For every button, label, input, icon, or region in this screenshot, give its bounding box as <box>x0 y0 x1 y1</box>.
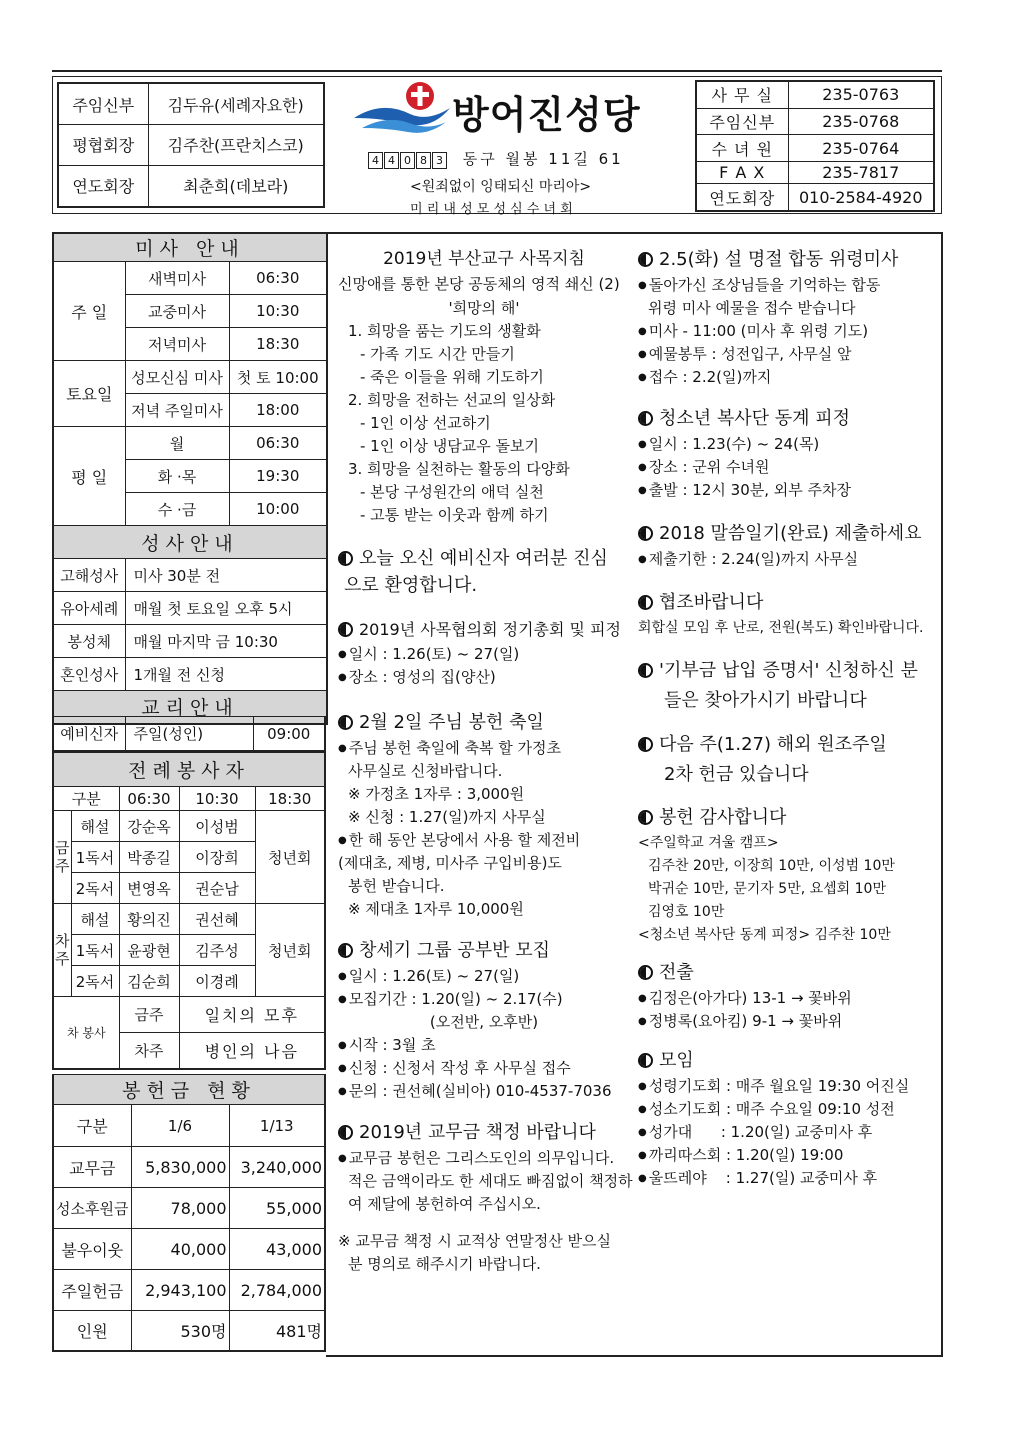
retreat-lines <box>638 433 936 502</box>
mass-name: 교중미사 <box>125 295 229 328</box>
mass-time: 18:30 <box>229 328 327 361</box>
liturgy-role: 2독서 <box>71 873 119 904</box>
transfer-line: ● 김정은(아가다) 13-1 → 꽃바위 <box>638 987 936 1010</box>
mass-name: 월 <box>125 427 229 460</box>
offering-amount: 78,000 <box>131 1188 229 1229</box>
genesis-title: 창세기 그룹 공부반 모집 <box>359 940 551 961</box>
welcome-line: 오늘 오신 예비신자 여러분 진심 <box>359 548 608 569</box>
mass-weekday-label: 평 일 <box>53 427 125 526</box>
half-circle-icon <box>638 252 653 267</box>
mass-time: 06:30 <box>229 262 327 295</box>
feast-line: 봉헌 받습니다. <box>348 877 445 895</box>
policy-block <box>338 246 630 527</box>
offering-name: 불우이웃 <box>53 1229 131 1270</box>
half-circle-icon <box>638 595 653 610</box>
mission-line: 2차 헌금 있습니다 <box>664 764 809 785</box>
feast-line: ※ 제대초 1자루 10,000원 <box>348 900 524 918</box>
feast-title: 2월 2일 주님 봉헌 축일 <box>359 712 544 733</box>
offering-name: 인원 <box>53 1311 131 1351</box>
offering-name: 주일헌금 <box>53 1270 131 1311</box>
feast-lines <box>338 737 630 921</box>
catechism-header: 교리안내 <box>53 691 327 724</box>
liturgy-youth: 청년회 <box>255 904 325 997</box>
offering-amount: 5,830,000 <box>131 1147 229 1188</box>
contact-label: 사 무 실 <box>696 81 788 108</box>
contacts-table <box>695 80 935 212</box>
staff-role: 주임신부 <box>58 83 148 125</box>
sacrament-name: 고해성사 <box>53 559 125 592</box>
staff-name: 최춘희(데보라) <box>148 165 324 207</box>
catechism-day: 주일(성인) <box>125 717 253 752</box>
welcome-block <box>338 545 630 599</box>
mass-name: 수 ·금 <box>125 493 229 526</box>
dues-line: ● 교무금 봉헌은 그리스도인의 의무입니다. <box>338 1147 630 1170</box>
thanks-line: <청소년 복사단 동계 피정> 김주찬 10만 <box>638 927 891 943</box>
liturgy-person: 김주성 <box>179 935 255 966</box>
sacrament-value: 미사 30분 전 <box>125 559 327 592</box>
liturgy-person: 이경례 <box>179 966 255 997</box>
postal-digit-box: 4 <box>368 152 383 169</box>
coop-title: 협조바랍니다 <box>659 592 764 613</box>
council-line: ● 일시 : 1.26(토) ~ 27(일) <box>338 643 630 666</box>
half-circle-icon <box>338 943 353 958</box>
feast-line: ● 한 해 동안 본당에서 사용 할 제전비 <box>338 829 630 852</box>
liturgy-person: 변영옥 <box>119 873 179 904</box>
retreat-line: ● 일시 : 1.23(수) ~ 24(목) <box>638 433 936 456</box>
mass-header: 미사 안내 <box>53 233 327 262</box>
left-column-table <box>52 232 328 725</box>
contact-value: 235-0764 <box>788 135 934 162</box>
tea-week: 금주 <box>119 997 179 1033</box>
meet-line: ● 성가대 : 1.20(일) 교중미사 후 <box>638 1121 936 1144</box>
thanks-line: 김주찬 20만, 이장희 10만, 이성범 10만 <box>648 858 895 874</box>
meet-lines <box>638 1075 936 1190</box>
offering-amount: 530명 <box>131 1311 229 1351</box>
half-circle-icon <box>638 810 653 825</box>
sacrament-value: 매월 첫 토요일 오후 5시 <box>125 592 327 625</box>
contact-label: 주임신부 <box>696 108 788 135</box>
genesis-line: ● 일시 : 1.26(토) ~ 27(일) <box>338 965 630 988</box>
mass-name: 새벽미사 <box>125 262 229 295</box>
half-circle-icon <box>338 715 353 730</box>
contact-value: 235-0763 <box>788 81 934 108</box>
sacrament-name: 혼인성사 <box>53 658 125 691</box>
offering-col-head: 1/13 <box>229 1105 325 1147</box>
dues-note: 분 명의로 해주시기 바랍니다. <box>348 1255 541 1273</box>
policy-line: - 1인 이상 냉담교우 돌보기 <box>360 437 539 455</box>
liturgy-person: 이장희 <box>179 842 255 873</box>
policy-lines <box>338 320 630 527</box>
postal-digit-box: 8 <box>416 152 431 169</box>
sacrament-name: 유아세례 <box>53 592 125 625</box>
mass-time: 10:00 <box>229 493 327 526</box>
dues-line: 적은 금액이라도 한 세대도 빠짐없이 책정하 <box>348 1172 633 1190</box>
meet-line: ● 성소기도회 : 매주 수요일 09:10 성전 <box>638 1098 936 1121</box>
community-text: 미 리 내 성 모 성 심 수 녀 회 <box>410 202 573 217</box>
council-title: 2019년 사목협의회 정기총회 및 피정 <box>359 620 621 639</box>
memorial-line: 위령 미사 예물을 접수 받습니다 <box>648 299 856 317</box>
retreat-line: ● 출발 : 12시 30분, 외부 주차장 <box>638 479 936 502</box>
memorial-line: ● 예물봉투 : 성전입구, 사무실 앞 <box>638 343 936 366</box>
genesis-line: ● 신청 : 신청서 작성 후 사무실 접수 <box>338 1057 630 1080</box>
offering-amount: 481명 <box>229 1311 325 1351</box>
contact-value: 010-2584-4920 <box>788 184 934 211</box>
liturgy-col-head: 18:30 <box>255 787 325 811</box>
liturgy-person: 윤광현 <box>119 935 179 966</box>
half-circle-icon <box>338 1125 353 1140</box>
meet-line: ● 까리따스회 : 1.20(일) 19:00 <box>638 1144 936 1167</box>
offering-header: 봉헌금 현황 <box>53 1075 325 1105</box>
genesis-line: ● 시작 : 3월 초 <box>338 1034 630 1057</box>
diary-line: ● 제출기한 : 2.24(일)까지 사무실 <box>638 548 936 571</box>
mass-name: 화 ·목 <box>125 460 229 493</box>
feast-line: ● 주님 봉헌 축일에 축복 할 가정초 <box>338 737 630 760</box>
half-circle-icon <box>338 551 353 566</box>
dues-note: ※ 교무금 책정 시 교적상 연말정산 받으실 <box>338 1232 612 1250</box>
sacrament-name: 봉성체 <box>53 625 125 658</box>
tea-group: 병인의 나음 <box>179 1033 325 1069</box>
liturgy-table <box>52 752 326 1070</box>
policy-line: - 죽은 이들을 위해 기도하기 <box>360 368 544 386</box>
right-column <box>638 246 936 1204</box>
receipt-line: 들은 찾아가시기 바랍니다 <box>664 690 867 711</box>
mass-time: 19:30 <box>229 460 327 493</box>
staff-role: 평협회장 <box>58 125 148 166</box>
transfer-line: ● 정병록(요아킴) 9-1 → 꽃바위 <box>638 1010 936 1033</box>
staff-name: 김두유(세례자요한) <box>148 83 324 125</box>
mass-name: 성모신심 미사 <box>125 361 229 394</box>
dues-block <box>338 1119 633 1276</box>
policy-line: 2. 희망을 전하는 선교의 일상화 <box>348 391 556 409</box>
retreat-block <box>638 405 936 502</box>
liturgy-role: 1독서 <box>71 842 119 873</box>
liturgy-col-head: 구분 <box>53 787 119 811</box>
catechism-table <box>52 716 326 752</box>
policy-theme: '희망의 해' <box>448 299 520 317</box>
meet-title: 모임 <box>659 1050 694 1071</box>
genesis-line: (오전반, 오후반) <box>429 1013 539 1031</box>
coop-line: 회합실 모임 후 난로, 전원(복도) 확인바랍니다. <box>638 620 924 636</box>
offering-name: 성소후원금 <box>53 1188 131 1229</box>
liturgy-this-week: 금주 <box>53 811 71 904</box>
postal-digit-box: 0 <box>400 152 415 169</box>
address-line <box>368 148 624 169</box>
half-circle-icon <box>638 1053 653 1068</box>
contact-label: 연도회장 <box>696 184 788 211</box>
liturgy-person: 권선혜 <box>179 904 255 935</box>
genesis-line: ● 문의 : 권선혜(실비아) 010-4537-7036 <box>338 1080 630 1103</box>
tea-group: 일치의 모후 <box>179 997 325 1033</box>
parish-logo <box>352 78 452 138</box>
diary-block <box>638 520 936 571</box>
half-circle-icon <box>338 622 353 637</box>
offering-amount: 55,000 <box>229 1188 325 1229</box>
patron-text: <원죄없이 잉태되신 마리아> <box>410 179 592 195</box>
liturgy-role: 2독서 <box>71 966 119 997</box>
diary-lines <box>638 548 936 571</box>
offering-col-head: 구분 <box>53 1105 131 1147</box>
feast-line: ※ 가정초 1자루 : 3,000원 <box>348 785 525 803</box>
meet-line: ● 성령기도회 : 매주 월요일 19:30 어진실 <box>638 1075 936 1098</box>
contact-value: 235-0768 <box>788 108 934 135</box>
memorial-block <box>638 246 936 389</box>
staff-name: 김주찬(프란치스코) <box>148 125 324 166</box>
dues-lines <box>338 1147 633 1216</box>
thanks-title: 봉헌 감사합니다 <box>659 807 787 828</box>
transfer-block <box>638 959 936 1033</box>
council-line: ● 장소 : 영성의 집(양산) <box>338 666 630 689</box>
retreat-line: ● 장소 : 군위 수녀원 <box>638 456 936 479</box>
contact-value: 235-7817 <box>788 162 934 184</box>
receipt-line: '기부금 납입 증명서' 신청하신 분 <box>659 660 918 681</box>
policy-line: - 1인 이상 선교하기 <box>360 414 491 432</box>
catechism-name: 예비신자 <box>53 717 125 752</box>
genesis-block <box>338 937 630 1103</box>
liturgy-header: 전례봉사자 <box>53 753 325 787</box>
welcome-line: 으로 환영합니다. <box>344 575 478 596</box>
offering-col-head: 1/6 <box>131 1105 229 1147</box>
top-rule <box>52 70 942 72</box>
mass-name: 저녁미사 <box>125 328 229 361</box>
feast-block <box>338 709 630 921</box>
contact-label: F A X <box>696 162 788 184</box>
postal-code <box>368 150 448 169</box>
meet-line: ● 울뜨레야 : 1.27(일) 교중미사 후 <box>638 1167 936 1190</box>
mass-time: 첫 토 10:00 <box>229 361 327 394</box>
thanks-line: <주일학교 겨울 캠프> <box>638 835 779 851</box>
offering-name: 교무금 <box>53 1147 131 1188</box>
policy-line: - 가족 기도 시간 만들기 <box>360 345 515 363</box>
liturgy-person: 이성범 <box>179 811 255 842</box>
policy-line: 1. 희망을 품는 기도의 생활화 <box>348 322 541 340</box>
offering-table <box>52 1074 326 1352</box>
transfer-lines <box>638 987 936 1033</box>
memorial-line: ● 미사 - 11:00 (미사 후 위령 기도) <box>638 320 936 343</box>
staff-role: 연도회장 <box>58 165 148 207</box>
liturgy-role: 1독서 <box>71 935 119 966</box>
mass-time: 18:00 <box>229 394 327 427</box>
thanks-line: 박귀순 10만, 문기자 5만, 요셉회 10만 <box>648 881 886 897</box>
mass-time: 10:30 <box>229 295 327 328</box>
mass-saturday-label: 토요일 <box>53 361 125 427</box>
contact-label: 수 녀 원 <box>696 135 788 162</box>
policy-subtitle: 신망애를 통한 본당 공동체의 영적 쇄신 (2) <box>338 275 620 293</box>
liturgy-person: 황의진 <box>119 904 179 935</box>
policy-line: - 고통 받는 이웃과 함께 하기 <box>360 506 549 524</box>
catechism-time: 09:00 <box>253 717 325 752</box>
liturgy-col-head: 10:30 <box>179 787 255 811</box>
half-circle-icon <box>638 411 653 426</box>
thanks-lines <box>638 832 936 947</box>
offering-amount: 3,240,000 <box>229 1147 325 1188</box>
mission-block <box>638 730 936 790</box>
half-circle-icon <box>638 526 653 541</box>
policy-line: - 본당 구성원간의 애덕 실천 <box>360 483 544 501</box>
genesis-lines <box>338 965 630 1103</box>
dues-title: 2019년 교무금 책정 바랍니다 <box>359 1122 596 1143</box>
half-circle-icon <box>638 965 653 980</box>
meet-block <box>638 1047 936 1190</box>
offering-amount: 2,784,000 <box>229 1270 325 1311</box>
sacrament-header: 성사안내 <box>53 526 327 559</box>
mission-line: 다음 주(1.27) 해외 원조주일 <box>659 734 887 755</box>
offering-amount: 2,943,100 <box>131 1270 229 1311</box>
tea-week: 차주 <box>119 1033 179 1069</box>
liturgy-role: 해설 <box>71 904 119 935</box>
liturgy-next-week: 차주 <box>53 904 71 997</box>
mass-time: 06:30 <box>229 427 327 460</box>
liturgy-person: 강순옥 <box>119 811 179 842</box>
memorial-lines <box>638 274 936 389</box>
sacrament-value: 1개월 전 신청 <box>125 658 327 691</box>
liturgy-person: 권순남 <box>179 873 255 904</box>
liturgy-col-head: 06:30 <box>119 787 179 811</box>
liturgy-youth: 청년회 <box>255 811 325 904</box>
parish-name: 방어진성당 <box>452 93 641 137</box>
liturgy-person: 박종길 <box>119 842 179 873</box>
middle-column <box>338 246 633 1290</box>
policy-line: 3. 희망을 실천하는 활동의 다양화 <box>348 460 570 478</box>
feast-line: 사무실로 신청바랍니다. <box>348 762 503 780</box>
offering-amount: 40,000 <box>131 1229 229 1270</box>
tea-service-label: 차 봉사 <box>53 997 119 1069</box>
council-lines <box>338 643 630 689</box>
mass-name: 저녁 주일미사 <box>125 394 229 427</box>
liturgy-role: 해설 <box>71 811 119 842</box>
council-block <box>338 617 630 689</box>
feast-line: (제대초, 제병, 미사주 구입비용)도 <box>338 854 562 872</box>
genesis-line: ● 모집기간 : 1.20(일) ~ 2.17(수) <box>338 988 630 1011</box>
half-circle-icon <box>638 737 653 752</box>
sacrament-value: 매월 마지막 금 10:30 <box>125 625 327 658</box>
thanks-block <box>638 804 936 947</box>
coop-block <box>638 589 936 640</box>
memorial-title: 2.5(화) 설 명절 합동 위령미사 <box>659 249 899 270</box>
postal-digit-box: 4 <box>384 152 399 169</box>
memorial-line: ● 돌아가신 조상님들을 기억하는 합동 <box>638 274 936 297</box>
thanks-line: 김영호 10만 <box>648 904 725 920</box>
policy-title: 2019년 부산교구 사목지침 <box>383 249 585 269</box>
street-address: 동구 월봉 11길 61 <box>462 150 624 168</box>
receipt-block <box>638 656 936 716</box>
retreat-title: 청소년 복사단 동계 피정 <box>659 408 851 429</box>
dues-line: 여 제달에 봉헌하여 주십시오. <box>348 1195 541 1213</box>
postal-digit-box: 3 <box>432 152 447 169</box>
half-circle-icon <box>638 663 653 678</box>
mass-sunday-label: 주 일 <box>53 262 125 361</box>
staff-table <box>57 82 325 208</box>
offering-amount: 43,000 <box>229 1229 325 1270</box>
transfer-title: 전출 <box>659 962 694 983</box>
liturgy-person: 김순희 <box>119 966 179 997</box>
memorial-line: ● 접수 : 2.2(일)까지 <box>638 366 936 389</box>
diary-title: 2018 말씀일기(완료) 제출하세요 <box>659 523 922 544</box>
feast-line: ※ 신청 : 1.27(일)까지 사무실 <box>348 808 546 826</box>
